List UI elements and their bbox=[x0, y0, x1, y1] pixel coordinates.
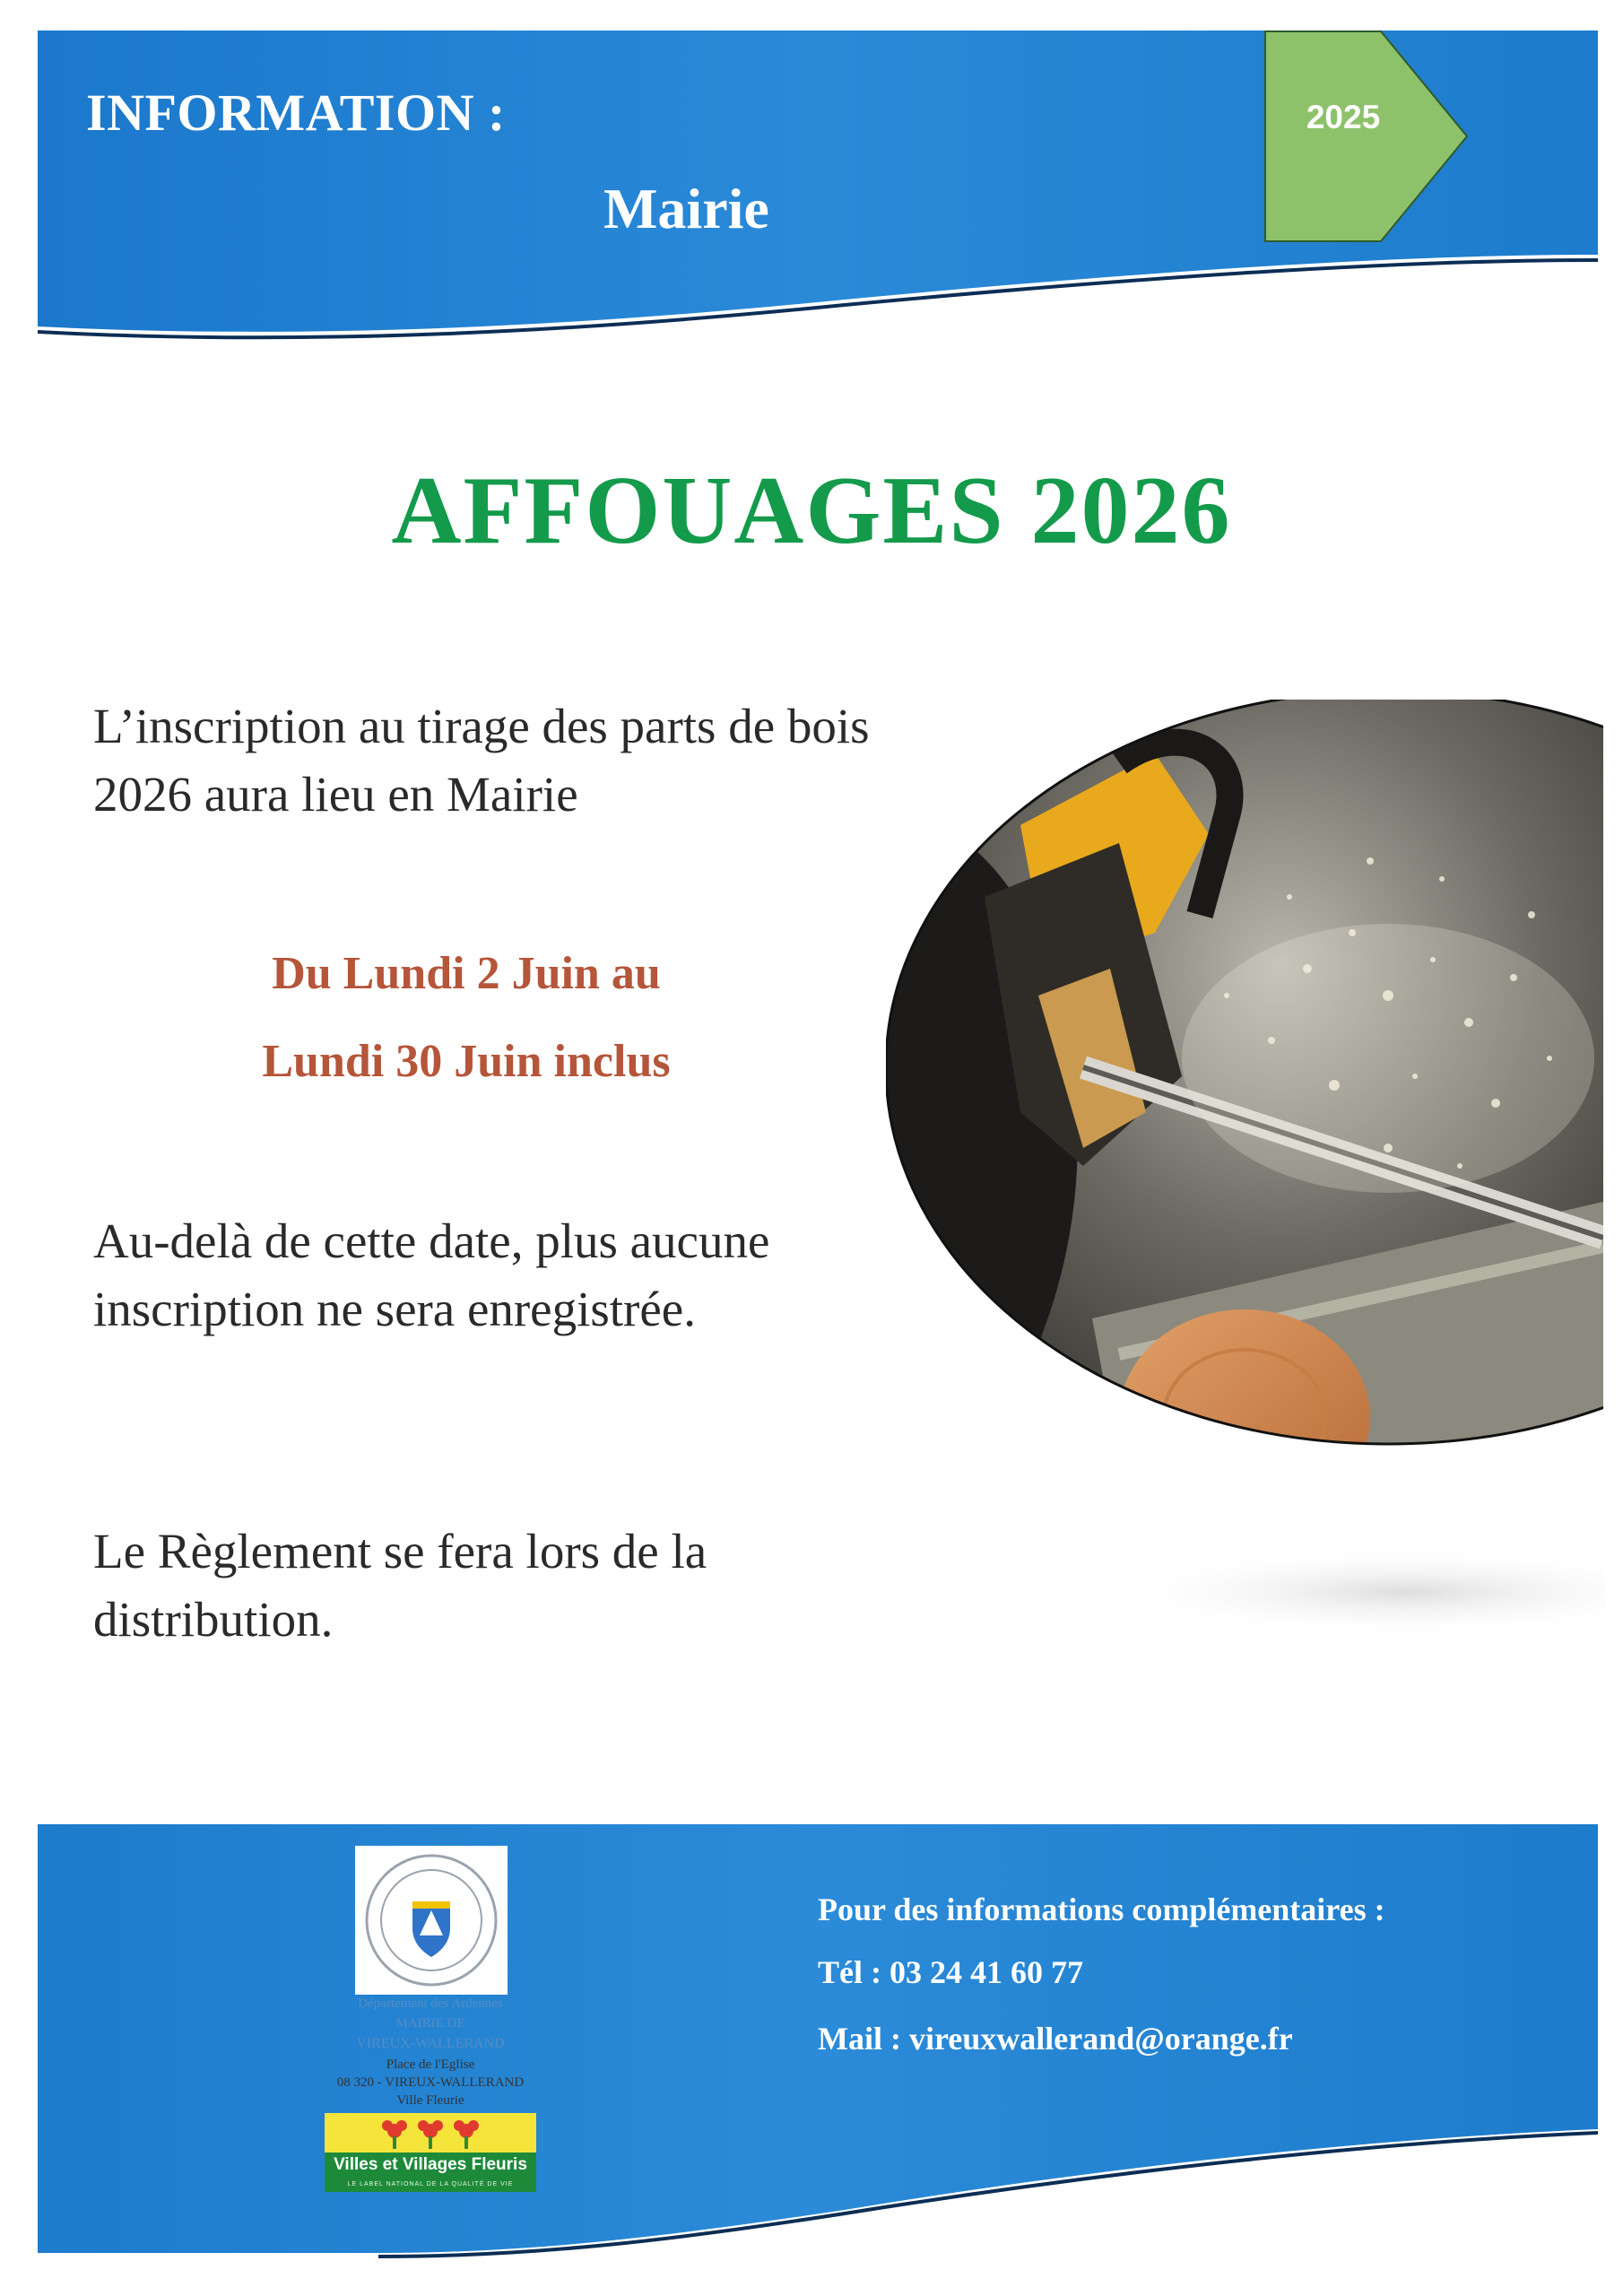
deadline-text: Au-delà de cette date, plus aucune inscription ne sera enregistrée. bbox=[93, 1213, 770, 1336]
header-title: INFORMATION : bbox=[86, 83, 506, 142]
flowers-icon bbox=[325, 2113, 536, 2152]
address-line: Place de l'Eglise bbox=[386, 2057, 475, 2072]
page-title: AFFOUAGES 2026 bbox=[391, 457, 1232, 564]
intro-text: L’inscription au tirage des parts de bois 2026 aura lieu en Mairie bbox=[93, 699, 870, 822]
header-subtitle: Mairie bbox=[603, 177, 769, 240]
address-line: Ville Fleurie bbox=[396, 2093, 464, 2108]
photo-shadow bbox=[986, 1543, 1605, 1641]
year-arrow-badge bbox=[1264, 30, 1471, 242]
contact-heading: Pour des informations complémentaires : bbox=[818, 1892, 1385, 1927]
date-range-end: Lundi 30 Juin inclus bbox=[262, 1036, 671, 1087]
date-range-start: Du Lundi 2 Juin au bbox=[272, 948, 661, 999]
contact-email: Mail : vireuxwallerand@orange.fr bbox=[818, 2021, 1293, 2057]
payment-text: Le Règlement se fera lors de la distribution. bbox=[93, 1524, 707, 1647]
chainsaw-photo bbox=[886, 700, 1603, 1462]
contact-phone: Tél : 03 24 41 60 77 bbox=[818, 1954, 1083, 1990]
year-label: 2025 bbox=[1306, 99, 1381, 135]
address-line: MAIRIE DE bbox=[395, 2016, 465, 2031]
address-line: VIREUX-WALLERAND bbox=[356, 2036, 505, 2051]
address-line: 08 320 - VIREUX-WALLERAND bbox=[336, 2075, 525, 2090]
address-line: Département des Ardennes bbox=[358, 1996, 503, 2011]
mairie-seal bbox=[355, 1846, 508, 1995]
villes-villages-fleuris-label: Villes et Villages Fleuris bbox=[325, 2152, 536, 2178]
villes-villages-fleuris-tagline: LE LABEL NATIONAL DE LA QUALITÉ DE VIE bbox=[325, 2178, 536, 2192]
